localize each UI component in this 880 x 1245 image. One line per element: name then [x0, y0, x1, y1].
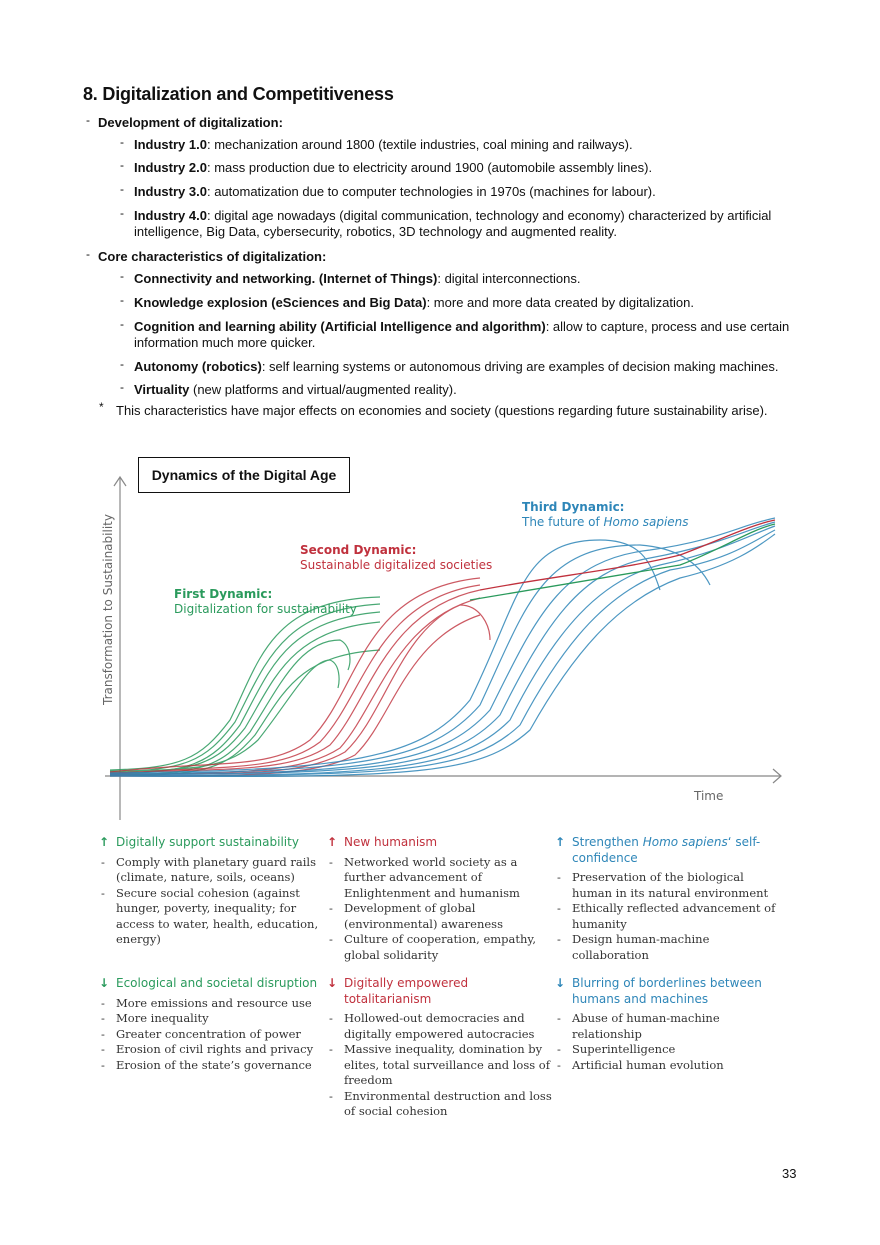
- column-2-up: ↑ New humanism - Networked world society as a further advancement of Enlightenment and humanism - Development of global (environmental) awareness - Culture of cooperation, empathy, global solidarity: [327, 835, 557, 963]
- x-axis-label: Time: [694, 789, 724, 803]
- list-item: - Networked world society as a further advancement of Enlightenment and humanism: [327, 855, 557, 902]
- list-item-virtuality: - Virtuality (new platforms and virtual/augmented reality).: [120, 380, 457, 397]
- list-item: - Hollowed-out democracies and digitally empowered autocracies: [327, 1011, 557, 1042]
- list-item-connectivity: - Connectivity and networking. (Internet of Things): digital interconnections.: [120, 269, 581, 286]
- list-item-knowledge: - Knowledge explosion (eSciences and Big Data): more and more data created by digitalization.: [120, 293, 694, 310]
- list-item-industry-3: - Industry 3.0: automatization due to computer technologies in 1970s (machines for labour).: [120, 182, 656, 199]
- list-item: - Preservation of the biological human in its natural environment: [555, 870, 785, 901]
- list-item: - Secure social cohesion (against hunger, poverty, inequality; for access to water, health, education, energy): [99, 886, 329, 948]
- list-item-industry-2: - Industry 2.0: mass production due to electricity around 1900 (automobile assembly lines).: [120, 158, 653, 175]
- list-item: - Greater concentration of power: [99, 1027, 329, 1043]
- list-item: - More inequality: [99, 1011, 329, 1027]
- list-item: - Ethically reflected advancement of humanity: [555, 901, 785, 932]
- column-3-down: ↓ Blurring of borderlines between humans and machines - Abuse of human-machine relationship - Superintelligence - Artificial human evolution: [555, 976, 785, 1073]
- arrow-down-icon: ↓: [555, 976, 566, 990]
- column-2-down: ↓ Digitally empowered totalitarianism - Hollowed-out democracies and digitally empowered autocracies - Massive inequality, domination by elites, total surveillance and loss of freedom - Environmental destruction and loss of social cohesion: [327, 976, 557, 1120]
- list-item: - Comply with planetary guard rails (climate, nature, soils, oceans): [99, 855, 329, 886]
- list-item: - More emissions and resource use: [99, 996, 329, 1012]
- list-item: - Massive inequality, domination by elites, total surveillance and loss of freedom: [327, 1042, 557, 1089]
- arrow-down-icon: ↓: [327, 976, 338, 990]
- list-item: - Development of global (environmental) awareness: [327, 901, 557, 932]
- list-item: - Superintelligence: [555, 1042, 785, 1058]
- list-item-industry-1: - Industry 1.0: mechanization around 1800 (textile industries, coal mining and railways).: [120, 135, 633, 152]
- third-dynamic-label: Third Dynamic: The future of Homo sapiens: [522, 500, 689, 529]
- list-item: - Erosion of civil rights and privacy: [99, 1042, 329, 1058]
- arrow-down-icon: ↓: [99, 976, 110, 990]
- column-1-up: ↑ Digitally support sustainability - Comply with planetary guard rails (climate, nature, soils, oceans) - Secure social cohesion (against hunger, poverty, inequality; for access to water, health, education, energy): [99, 835, 329, 948]
- list-item-autonomy: - Autonomy (robotics): self learning systems or autonomous driving are examples of decision making machines.: [120, 357, 779, 374]
- list-item: - Abuse of human-machine relationship: [555, 1011, 785, 1042]
- list-item: - Culture of cooperation, empathy, global solidarity: [327, 932, 557, 963]
- first-dynamic-curves: [110, 597, 380, 776]
- first-dynamic-label: First Dynamic: Digitalization for sustainability: [174, 587, 357, 616]
- arrow-up-icon: ↑: [555, 835, 566, 849]
- section-title: 8. Digitalization and Competitiveness: [83, 84, 394, 104]
- column-3-up: ↑ Strengthen Homo sapiens‘ self-confidence - Preservation of the biological human in its natural environment - Ethically reflected advancement of humanity - Design human-machine collaboration: [555, 835, 785, 963]
- list-item-industry-4: - Industry 4.0: digital age nowadays (digital communication, technology and economy) characterized by artificial intelligence, Big Data, cybersecurity, robotics, 3D technology and augmented reality.: [120, 206, 772, 239]
- y-axis-label: Transformation to Sustainability: [101, 514, 115, 705]
- list-item-cognition: - Cognition and learning ability (Artificial Intelligence and algorithm): allow to capture, process and use certain information much more quicker.: [120, 317, 790, 350]
- page-number: 33: [782, 1166, 797, 1181]
- document-page: 8. Digitalization and Competitiveness - Development of digitalization: - Industry 1.0: mechanization around 1800 (textile industries, coal mining and railways). - Industry 2.0: mass production due to electricity around 1900 (automobile assembly lines). - Industry 3.0: automatization due to computer technologies in 1970s (machines for labour). - Industry 4.0: digital age nowadays (digital communication, technology and economy) characterized by artificial intelligence, Big Data, cybersecurity, robotics, 3D technology and augmented reality. - Core characteristics of digitalization: - Connectivity and networking. (Internet of Things): digital interconnections. - Knowledge explosion (eSciences and Big Data): more and more data created by digitalization. - Cognition and learning ability (Artificial Intelligence and algorithm): allow to capture, process and use certain information much more quicker. - Autonomy (robotics): self learning systems or autonomous driving are examples of decision making machines. - Virtuality (new platforms and virtual/augmented reality). * This characteristics have major effects on economies and society (questions regarding future sustainability arise). Dynamics of the Digital Age First Dynamic: Digitalization for sustainability Second Dynamic: Sustainable digitalized societies Third Dynamic: The future of Homo sapiens Transformation to Sustainability Time ↑ Digitally support sustainability - Comply with planetary guard rails (climate, nature, soils, oceans) - Secure social cohesion (against hunger, poverty, inequality; for access to water, health, education, energy) ↑ New humanism - Networked world society as a further advancement of Enlightenment and humanism - Development of global (environmental) awareness - Culture of cooperation, empathy, global solidarity ↑ Strengthen Homo sapiens‘ self-confidence - Preservation of the biological human in its natural environment - Ethically reflected advancement of humanity - Design human-machine collaboration ↓ Ecological and societal disruption - More emissions and resource use - More inequality - Greater concentration of power - Erosion of civil rights and privacy - Erosion of the state’s governance ↓ Digitally empowered totalitarianism - Hollowed-out democracies and digitally empowered autocracies - Massive inequality, domination by elites, total surveillance and loss of freedom - Environmental destruction and loss of social cohesion ↓ Blurring of borderlines between humans and machines - Abuse of human-machine relationship - Superintelligence - Artificial human evolution 33: [0, 0, 880, 1245]
- list-item: - Artificial human evolution: [555, 1058, 785, 1074]
- second-dynamic-label: Second Dynamic: Sustainable digitalized societies: [300, 543, 493, 572]
- column-1-down: ↓ Ecological and societal disruption - More emissions and resource use - More inequality - Greater concentration of power - Erosion of civil rights and privacy - Erosion of the state’s governance: [99, 976, 329, 1073]
- arrow-up-icon: ↑: [99, 835, 110, 849]
- figure-title: Dynamics of the Digital Age: [138, 457, 350, 493]
- arrow-up-icon: ↑: [327, 835, 338, 849]
- list-item: - Environmental destruction and loss of social cohesion: [327, 1089, 557, 1120]
- list-item: - Design human-machine collaboration: [555, 932, 785, 963]
- list-item: - Erosion of the state’s governance: [99, 1058, 329, 1074]
